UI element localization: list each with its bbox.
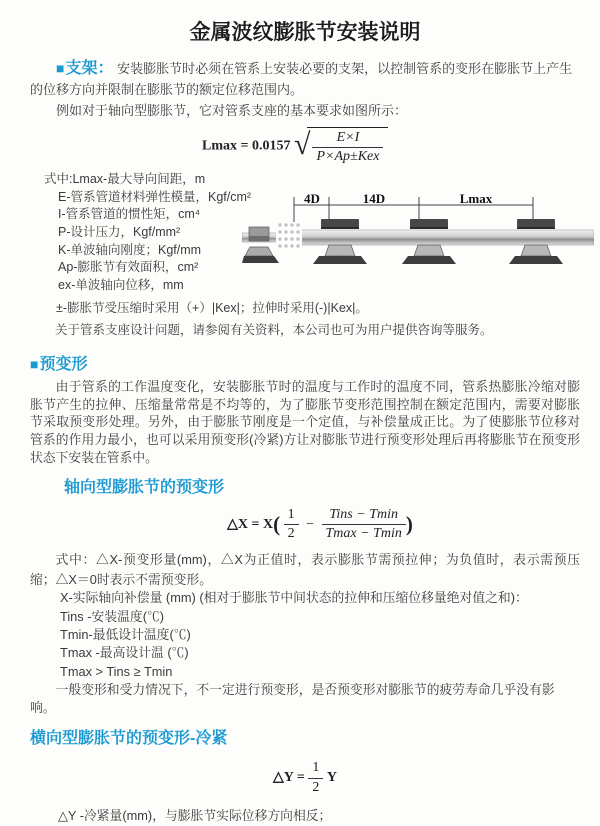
lateral-coldtight-formula: [30, 760, 580, 795]
axial-predeform-formula: [60, 507, 580, 542]
formula2-half-fraction: [284, 507, 299, 542]
radical-group: [294, 127, 388, 165]
formula2-lhs: △X = X: [227, 516, 274, 532]
definition-line: Tins -安装温度(℃): [60, 608, 165, 624]
radical-sign: √: [293, 128, 311, 162]
dim-label-4d: 4D: [304, 193, 320, 207]
bellows-icon: [276, 222, 302, 250]
formula2-right-paren: ): [405, 512, 413, 537]
definition-line: Tmax > Tins ≥ Tmin: [60, 663, 173, 679]
variable-line: ex-单波轴向位移，mm: [58, 277, 184, 292]
page-title: 金属波纹膨胀节安装说明: [189, 21, 421, 44]
plusminus-note: ±-膨胀节受压缩时采用（+）|Kex|；拉伸时采用(-)|Kex|。: [56, 301, 368, 316]
predeform-section-heading: [30, 351, 580, 374]
section-marker-icon: ■: [56, 60, 65, 76]
formula1-fraction: [312, 130, 383, 165]
formula3-den: 2: [312, 779, 320, 795]
variable-line: K-单波轴向刚度；Kgf/mm: [58, 242, 202, 257]
support-intro-text: 安装膨胀节时必须在管系上安装必要的支架，以控制管系的变形在膨胀节上产生的位移方向并限制在膨胀节的额定位移范围内。: [30, 61, 573, 97]
support-intro-paragraph: [30, 58, 580, 100]
formula3-fraction: [308, 760, 323, 795]
formula2-half-den: 2: [287, 526, 295, 542]
predeform-heading-text: 预变形: [39, 356, 88, 374]
variable-line: Ap-膨胀节有效面积，cm²: [58, 260, 199, 275]
axial-definitions: [30, 589, 580, 717]
predeform-body-text: 由于管系的工作温度变化，安装膨胀节时的温度与工作时的温度不同，管系热膨胀冷缩对膨胀节产生的拉伸、压缩量常常是不均等的，为了膨胀节变形范围控制在额定范围内，需要对膨胀节采取预变形处理。另外，由于膨胀节刚度是一个定值，与补偿量成正比。为了使膨胀节位移对管系的作用力最小，也可以采用预变形(冷紧)方让对膨胀节进行预变形处理后再将膨胀节在预变形状态下安装在管系中。: [30, 379, 580, 465]
lateral-subsection-heading: 横向型膨胀节的预变形-冷紧: [30, 730, 228, 748]
consult-note: 关于管系支座设计问题，请参阅有关资料，本公司也可为用户提供咨询等服务。: [55, 323, 493, 338]
dim-label-lmax: Lmax: [459, 193, 493, 207]
support-section-heading: 支架：: [65, 60, 114, 77]
axial-subsection-heading: 轴向型膨胀节的预变形: [64, 479, 225, 497]
dim-label-14d: 14D: [362, 193, 386, 207]
variable-definitions: [30, 171, 276, 294]
variable-line: P-设计压力，Kgf/mm²: [58, 224, 181, 239]
radicand: [307, 127, 388, 165]
section-marker-icon: ■: [30, 356, 39, 373]
formula1-denominator: P×Ap±Kex: [316, 149, 380, 165]
pipe-support-diagram: [242, 193, 594, 271]
formula2-minus: −: [306, 516, 315, 532]
definition-line: Tmin-最低设计温度(℃): [60, 626, 191, 642]
formula2-left-paren: (: [273, 512, 281, 537]
formula3-rhs: Y: [326, 770, 337, 786]
guide-spacing-formula: [202, 127, 580, 165]
lateral-formula-note: △Y -冷紧量(mm)，与膨胀节实际位移方向相反；: [58, 807, 332, 823]
definition-line: Tmax -最高设计温 (℃): [60, 645, 189, 661]
formula2-temp-fraction: [322, 507, 406, 542]
formula3-lhs: △Y =: [273, 770, 305, 786]
formula2-temp-num: Tins − Tmin: [322, 507, 406, 525]
formula2-half-num: 1: [284, 507, 299, 525]
variable-line: I-管系管道的惯性矩，cm⁴: [58, 207, 201, 222]
pipe-main: [300, 230, 594, 245]
support-example-text: 例如对于轴向型膨胀节，它对管系支座的基本要求如图所示：: [56, 103, 408, 118]
anchor-support: [242, 227, 279, 263]
definition-line: X-实际轴向补偿量 (mm) (相对于膨胀节中间状态的拉伸和压缩位移量绝对值之和)：: [60, 590, 528, 606]
variable-line: E-管系管道材料弹性模量，Kgf/cm²: [58, 189, 252, 204]
axial-formula-note: 式中：△X-预变形量(mm)，△X为正值时，表示膨胀节需预拉伸；为负值时，表示需预压缩；△X＝0时表示不需预变形。: [30, 552, 580, 587]
formula1-numerator: E×I: [312, 130, 383, 148]
variables-and-diagram: [30, 171, 580, 297]
formula2-temp-den: Tmax − Tmin: [325, 526, 402, 542]
formula3-num: 1: [308, 760, 323, 778]
variable-line: 式中:Lmax-最大导向间距，m: [44, 172, 206, 187]
definition-line: 一般变形和受力情况下，不一定进行预变形，是否预变形对膨胀节的疲劳寿命几乎没有影响。: [30, 681, 555, 716]
formula1-lhs: Lmax = 0.0157: [202, 138, 291, 154]
